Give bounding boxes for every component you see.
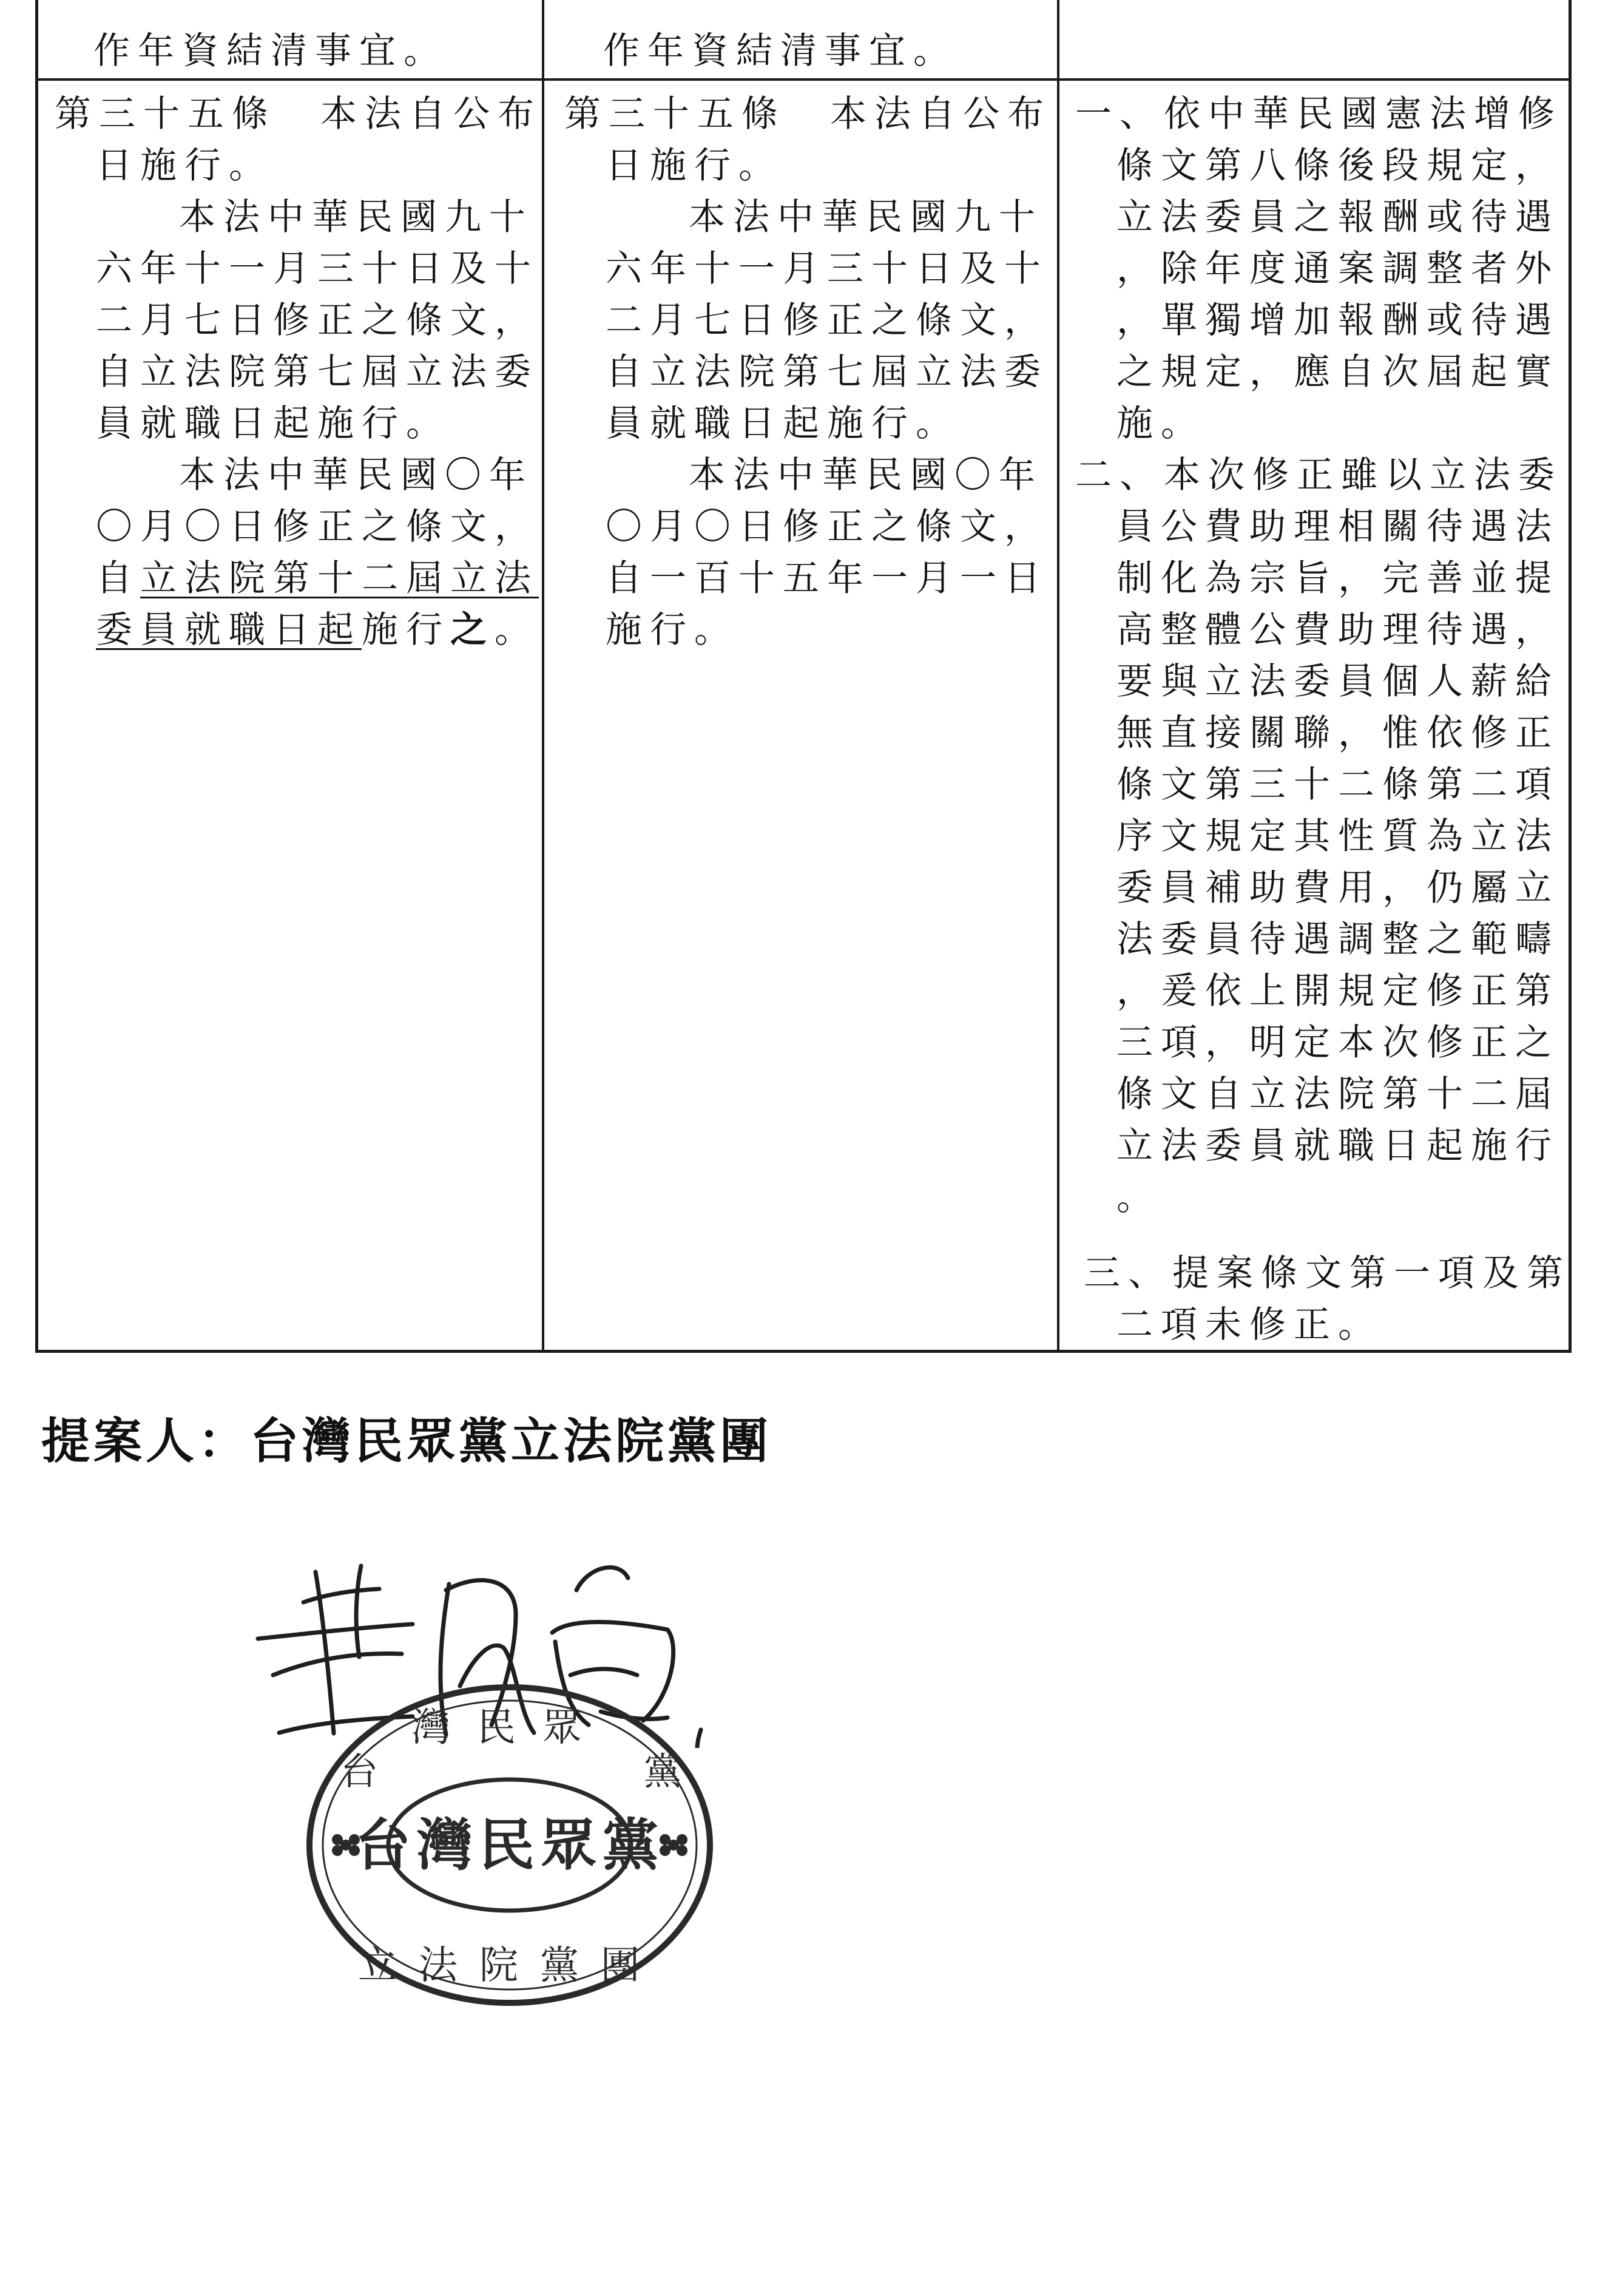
table-divider-2 <box>1057 0 1059 1352</box>
explanation-line: 二、本次修正雖以立法委 <box>1075 454 1562 496</box>
current-law-line: 本法中華民國九十 <box>689 196 1043 239</box>
seal-top-text: 灣民眾 <box>411 1705 608 1750</box>
explanation-line: 之規定，應自次屆起實 <box>1116 351 1559 393</box>
explanation-line: 員公費助理相關待遇法 <box>1116 506 1559 548</box>
explanation-line: 立法委員之報酬或待遇 <box>1116 196 1559 239</box>
current-law-line: 〇月〇日修正之條文， <box>606 506 1049 548</box>
current-law-line: 日施行。 <box>606 144 783 187</box>
explanation-line: 三、提案條文第一項及第 <box>1084 1252 1571 1295</box>
amendment-line: 本法中華民國〇年 <box>179 454 533 496</box>
explanation-line: 序文規定其性質為立法 <box>1116 815 1559 858</box>
seal-right-text: 黨 <box>643 1749 682 1793</box>
top-row-col1-text: 作年資結清事宜。 <box>93 30 448 72</box>
current-law-line: 施行。 <box>606 609 738 651</box>
explanation-line: 要與立法委員個人薪給 <box>1116 660 1559 703</box>
table-bottom-border <box>35 1350 1572 1353</box>
party-seal-stamp <box>291 1675 728 2015</box>
amendment-line: 員就職日起施行。 <box>96 402 450 445</box>
explanation-line: 二項未修正。 <box>1116 1304 1382 1346</box>
current-law-line: 自一百十五年一月一日 <box>606 557 1049 600</box>
explanation-line: 一、依中華民國憲法增修 <box>1075 93 1562 135</box>
current-law-line: 自立法院第七屆立法委 <box>606 351 1049 393</box>
explanation-line: 條文第八條後段規定， <box>1116 144 1559 187</box>
table-right-border <box>1569 0 1572 1352</box>
explanation-line: 三項，明定本次修正之 <box>1116 1021 1559 1064</box>
current-law-line: 第三十五條 本法自公布 <box>564 93 1052 135</box>
amendment-text: 。 <box>495 609 539 651</box>
seal-bottom-text: 立法院黨團 <box>358 1943 661 1988</box>
amendment-line: 第三十五條 本法自公布 <box>55 93 542 135</box>
current-law-line: 六年十一月三十日及十 <box>606 248 1049 290</box>
seal-center-text: 台灣民眾黨 <box>354 1812 665 1878</box>
table-left-border <box>35 0 38 1352</box>
explanation-line: 施。 <box>1116 402 1205 445</box>
amendment-line: 自立法院第七屆立法委 <box>96 351 539 393</box>
amendment-text: 自 <box>96 557 140 600</box>
amendment-underlined-text: 立法院第十二屆立法 <box>140 557 539 600</box>
current-law-line: 員就職日起施行。 <box>606 402 960 445</box>
amendment-line: 二月七日修正之條文， <box>96 299 539 342</box>
amendment-line: 本法中華民國九十 <box>179 196 533 239</box>
current-law-line: 本法中華民國〇年 <box>689 454 1043 496</box>
amendment-line: 〇月〇日修正之條文， <box>96 506 539 548</box>
top-row-col2-text: 作年資結清事宜。 <box>603 30 957 72</box>
explanation-line: 無直接關聯，惟依修正 <box>1116 712 1559 754</box>
explanation-line: 制化為宗旨，完善並提 <box>1116 557 1559 600</box>
explanation-line: 委員補助費用，仍屬立 <box>1116 867 1559 909</box>
current-law-line: 二月七日修正之條文， <box>606 299 1049 342</box>
amendment-line: 日施行。 <box>96 144 273 187</box>
proposer-line: 提案人：台灣民眾黨立法院黨團 <box>41 1413 772 1469</box>
amendment-line <box>96 609 539 651</box>
explanation-line: 條文第三十二條第二項 <box>1116 764 1559 806</box>
explanation-line: 。 <box>1116 1176 1161 1219</box>
explanation-line: 法委員待遇調整之範疇 <box>1116 918 1559 961</box>
table-divider-1 <box>542 0 544 1352</box>
explanation-line: ，爰依上開規定修正第 <box>1116 970 1559 1012</box>
explanation-line: 立法委員就職日起施行 <box>1116 1125 1559 1167</box>
seal-left-text: 台 <box>340 1749 379 1793</box>
amendment-underlined-text: 委員就職日起 <box>96 609 362 651</box>
table-row-separator <box>35 78 1572 81</box>
amendment-line <box>96 557 539 600</box>
explanation-line: ，除年度通案調整者外 <box>1116 248 1559 290</box>
explanation-line: 高整體公費助理待遇， <box>1116 609 1559 651</box>
amendment-text: 施行 <box>362 609 450 651</box>
amendment-bold-text: 之 <box>450 609 495 651</box>
explanation-line: 條文自立法院第十二屆 <box>1116 1073 1559 1116</box>
amendment-line: 六年十一月三十日及十 <box>96 248 539 290</box>
explanation-line: ，單獨增加報酬或待遇 <box>1116 299 1559 342</box>
